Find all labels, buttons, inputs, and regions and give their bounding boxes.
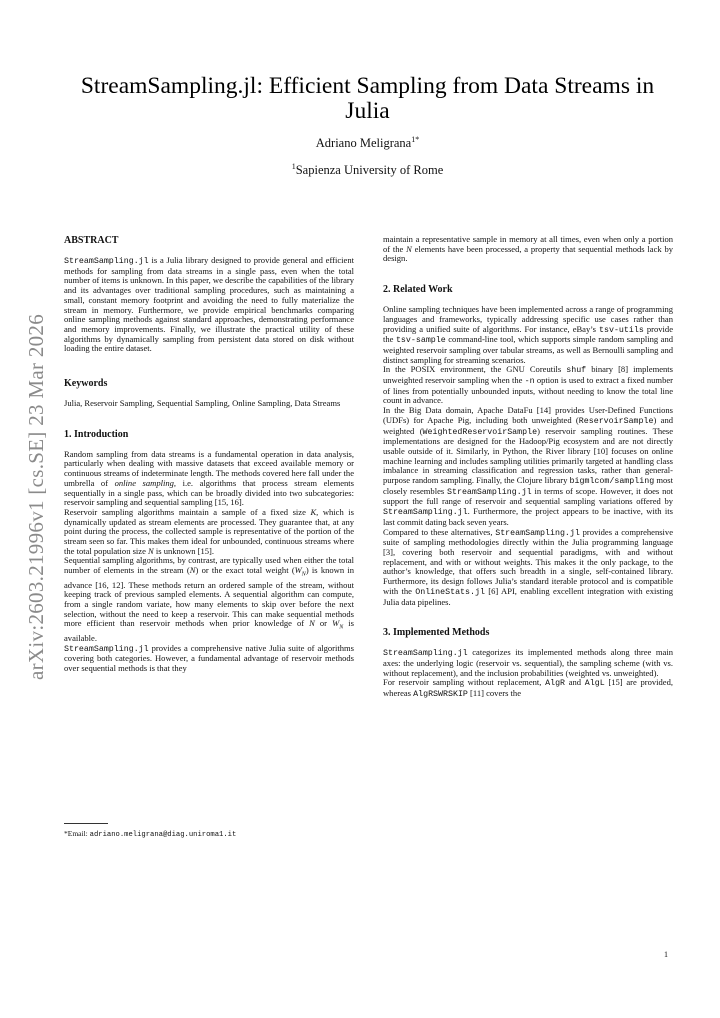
paper-title: StreamSampling.jl: Efficient Sampling from Data Streams in Julia bbox=[80, 73, 655, 124]
arxiv-identifier-stamp bbox=[24, 300, 46, 680]
intro-paragraph-4: StreamSampling.jl provides a comprehensive native Julia suite of algorithms covering both categories. However, a fundamental advantage of reservoir methods over sequential methods is that they bbox=[64, 642, 354, 673]
related-paragraph-2: In the POSIX environment, the GNU Coreutils shuf binary [8] implements unweighted reservoir sampling when the -n option is used to extract a fixed number of lines from potentially unbounded inputs, without needing to know the total line count in advance. bbox=[383, 364, 673, 406]
methods-paragraph-1: StreamSampling.jl categorizes its implemented methods along three main axes: the underlying logic (reservoir vs. sequential), the sampling scheme (with vs. without replacement), and the inclusion probabilities (weighted vs. unweighted). bbox=[383, 647, 673, 678]
keywords-heading: Keywords bbox=[64, 378, 108, 390]
related-work-heading: 2. Related Work bbox=[383, 284, 453, 296]
author-affiliation-mark: 1* bbox=[411, 134, 420, 144]
author-name: Adriano Meligrana bbox=[315, 136, 412, 150]
footnote-divider bbox=[64, 823, 108, 824]
related-paragraph-1: Online sampling techniques have been implemented across a range of programming languages and frameworks, typically addressing specific use cases rather than providing a unified suite of algorithms. For instance, eBay’s tsv-utils provide the tsv-sample command-line tool, which supports simple random sampling and weighted reservoir sampling over tabular streams, as well as Bernoulli sampling and distinct sampling for streaming scenarios. bbox=[383, 304, 673, 365]
introduction-heading: 1. Introduction bbox=[64, 428, 129, 440]
methods-paragraph-2: For reservoir sampling without replacement, AlgR and AlgL [15] are provided, whereas AlgRSWRSKIP [11] covers the bbox=[383, 677, 673, 700]
intro-paragraph-1: Random sampling from data streams is a fundamental operation in data analysis, particularly when dealing with massive datasets that exceed available memory or continuous streams of indeterminate length. The methods covered here fall under the umbrella of online sampling, i.e. algorithms that process stream elements sequentially in a single pass, which can be broadly divided into two subcategories: reservoir sampling and sequential sampling [15, 16]. bbox=[64, 448, 354, 508]
keywords-text: Julia, Reservoir Sampling, Sequential Sampling, Online Sampling, Data Streams bbox=[64, 398, 341, 409]
footnote-email: adriano.meligrana@diag.uniroma1.it bbox=[89, 831, 237, 839]
abstract-heading: ABSTRACT bbox=[64, 235, 119, 246]
implemented-methods-heading: 3. Implemented Methods bbox=[383, 627, 490, 639]
related-paragraph-4: Compared to these alternatives, StreamSampling.jl provides a comprehensive suite of sampling methodologies directly within the Julia programming language [3], covering both reservoir and sequential paradigms, with and without replacement, and with or without weights. This makes it the only package, to the author’s knowledge, that offers such breadth in a single, self-contained library. Furthermore, its design follows Julia’s standard iterable protocol and is compatible with the OnlineStats.jl [6] API, enabling excellent integration with existing Julia data pipelines. bbox=[383, 526, 673, 607]
affiliation-line bbox=[60, 163, 675, 178]
author-line bbox=[60, 136, 675, 151]
arxiv-stamp-text: arXiv:2603.21996v1 [cs.SE] 23 Mar 2026 bbox=[24, 313, 48, 680]
affiliation-name: Sapienza University of Rome bbox=[295, 163, 444, 177]
left-column bbox=[64, 235, 354, 674]
right-column bbox=[383, 235, 673, 700]
abstract-text: StreamSampling.jl is a Julia library designed to provide general and efficient methods for sampling from data streams in a single pass, even when the total number of items is unknown. In this paper, we describe the capabilities of the library and its advantages over traditional sampling procedures, such as maintaining a small, constant memory footprint and avoiding the need to fully materialize the stream in memory. Furthermore, we provide empirical benchmarks comparing online sampling methods against standard approaches, demonstrating performance and memory improvements. Finally, we illustrate the practical utility of these algorithms by dynamically sampling from persistent data stored on disk without loading the entire dataset. bbox=[64, 255, 354, 354]
related-paragraph-3: In the Big Data domain, Apache DataFu [14] provides User-Defined Functions (UDFs) for Apache Pig, including both unweighted (ReservoirSample) and weighted (WeightedReservoirSample) reservoir sampling routines. These implementations are designed for the Hadoop/Pig ecosystem and are not directly usable outside of it. Similarly, in Python, the River library [10] focuses on online machine learning and includes sampling utilities primarily targeted at handling class imbalance in streaming classification and regression tasks, rather than general-purpose random sampling. Finally, the Clojure library bigmlcom/sampling most closely resembles StreamSampling.jl in terms of scope. However, it does not support the full range of reservoir and sequential sampling variations offered by StreamSampling.jl. Furthermore, the project appears to be inactive, with its last commit dating back seven years. bbox=[383, 405, 674, 527]
footnote-label: *Email: bbox=[64, 829, 90, 838]
footnote bbox=[64, 829, 236, 839]
intro-continuation: maintain a representative sample in memory at all times, even when only a portion of the N elements have been processed, a property that sequential methods lack by design. bbox=[383, 234, 673, 264]
intro-paragraph-2: Reservoir sampling algorithms maintain a sample of a fixed size K, which is dynamically updated as stream elements are processed. They guarantee that, at any point during the process, the collected sample is representative of the portion of the stream seen so far. This makes them ideal for unbounded, continuous streams where the total population size N is unknown [15]. bbox=[64, 506, 354, 556]
library-name: StreamSampling.jl bbox=[64, 257, 149, 266]
intro-paragraph-3: Sequential sampling algorithms, by contrast, are typically used when either the total number of elements in the stream (N) or the exact total weight $(W_N)$ is known in advance [16, 12]. These methods return an ordered sample of the stream, without keeping track of previous sampled elements. A sequential algorithm can compute, from a single random variate, how many elements to skip over before the next selection, without the need to keep a reservoir. This can make sequential methods more efficient than reservoir methods when prior knowledge of N or $W_N$ is available. bbox=[64, 555, 354, 643]
affiliation-mark: 1 bbox=[291, 161, 296, 171]
page-number: 1 bbox=[664, 950, 668, 959]
